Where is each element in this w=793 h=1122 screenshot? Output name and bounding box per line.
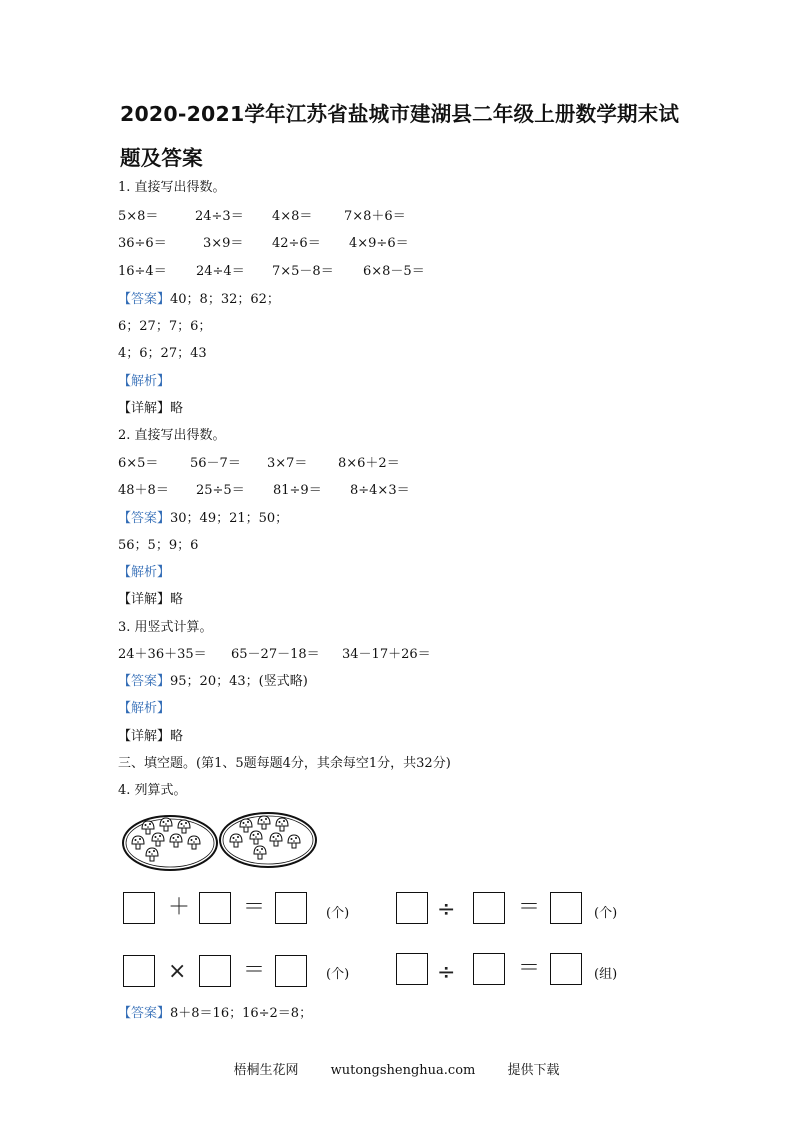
q3-expr: 34－17＋26＝ xyxy=(342,647,431,662)
q3-expr: 65－27－18＝ xyxy=(231,647,320,662)
mushroom-plates-illustration xyxy=(118,810,328,879)
q3-row-1 xyxy=(118,647,431,663)
answer-box[interactable] xyxy=(473,953,505,985)
q4-answer xyxy=(118,1006,312,1022)
answer-box[interactable] xyxy=(550,892,582,924)
q2-analysis-tag: 【解析】 xyxy=(118,565,171,580)
q1-expr: 16÷4＝ xyxy=(118,264,167,279)
divide-sign: ÷ xyxy=(437,960,456,985)
q1-row-2 xyxy=(118,236,409,252)
q1-expr: 36÷6＝ xyxy=(118,236,167,251)
detail-tag: 【详解】 xyxy=(118,729,171,744)
q2-expr: 3×7＝ xyxy=(267,456,308,471)
q3-detail xyxy=(118,729,183,745)
q3-analysis-tag: 【解析】 xyxy=(118,701,171,716)
detail-tag: 【详解】 xyxy=(118,401,171,416)
mushroom-plates-image xyxy=(118,810,328,875)
answer-tag: 【答案】 xyxy=(118,1006,171,1021)
q2-expr: 81÷9＝ xyxy=(273,483,322,498)
q2-answer-text: 30；49；21；50； xyxy=(170,511,289,526)
q1-expr: 5×8＝ xyxy=(118,209,159,224)
q2-expr: 6×5＝ xyxy=(118,456,159,471)
footer-site-name: 梧桐生花网 xyxy=(233,1063,299,1078)
answer-box[interactable] xyxy=(199,892,231,924)
q1-expr: 24÷3＝ xyxy=(195,209,244,224)
q1-answer-text: 40；8；32；62； xyxy=(170,292,280,307)
unit-label: (组) xyxy=(594,967,618,982)
detail-text: 略 xyxy=(170,401,184,416)
answer-box[interactable] xyxy=(275,955,307,987)
answer-box[interactable] xyxy=(550,953,582,985)
plus-sign: ＋ xyxy=(168,895,191,920)
section-3-heading: 三、填空题。(第1、5题每题4分，其余每空1分，共32分) xyxy=(118,756,451,771)
detail-text: 略 xyxy=(170,592,184,607)
answer-box[interactable] xyxy=(275,892,307,924)
q1-row-1 xyxy=(118,209,406,225)
times-sign: × xyxy=(168,959,187,984)
footer-suffix: 提供下载 xyxy=(507,1063,560,1078)
q1-detail xyxy=(118,401,183,417)
footer-url[interactable]: wutongshenghua.com xyxy=(330,1063,476,1078)
q2-answer xyxy=(118,511,288,527)
q2-row-1 xyxy=(118,456,400,472)
q1-answer-line-3: 4；6；27；43 xyxy=(118,346,207,361)
unit-label: (个) xyxy=(594,906,618,921)
q3-answer-text: 95；20；43；(竖式略) xyxy=(170,674,308,689)
unit-label: (个) xyxy=(326,967,350,982)
q1-expr: 24÷4＝ xyxy=(196,264,245,279)
q1-expr: 42÷6＝ xyxy=(272,236,321,251)
detail-tag: 【详解】 xyxy=(118,592,171,607)
equals-sign: ＝ xyxy=(518,895,541,920)
q2-expr: 8×6＋2＝ xyxy=(338,456,400,471)
q2-expr: 25÷5＝ xyxy=(196,483,245,498)
q2-heading: 2. 直接写出得数。 xyxy=(118,428,226,443)
answer-box[interactable] xyxy=(396,892,428,924)
equals-sign: ＝ xyxy=(243,895,266,920)
answer-tag: 【答案】 xyxy=(118,674,171,689)
q1-expr: 6×8－5＝ xyxy=(363,264,425,279)
divide-sign: ÷ xyxy=(437,897,456,922)
page-title-line-1: 2020-2021学年江苏省盐城市建湖县二年级上册数学期末试 xyxy=(120,102,680,126)
q4-answer-text: 8＋8＝16；16÷2＝8； xyxy=(170,1006,313,1021)
equals-sign: ＝ xyxy=(518,956,541,981)
q1-expr: 4×9÷6＝ xyxy=(349,236,409,251)
answer-box[interactable] xyxy=(123,892,155,924)
q2-expr: 8÷4×3＝ xyxy=(350,483,410,498)
unit-label: (个) xyxy=(326,906,350,921)
answer-box[interactable] xyxy=(199,955,231,987)
q3-heading: 3. 用竖式计算。 xyxy=(118,620,213,635)
q3-answer xyxy=(118,674,308,690)
q1-answer-line-2: 6；27；7；6； xyxy=(118,319,212,334)
page-title-line-2: 题及答案 xyxy=(120,146,203,170)
q4-heading: 4. 列算式。 xyxy=(118,783,187,798)
q1-expr: 4×8＝ xyxy=(272,209,313,224)
answer-tag: 【答案】 xyxy=(118,292,171,307)
equals-sign: ＝ xyxy=(243,958,266,983)
q2-expr: 48＋8＝ xyxy=(118,483,169,498)
answer-box[interactable] xyxy=(396,953,428,985)
q1-analysis-tag: 【解析】 xyxy=(118,374,171,389)
page-footer xyxy=(0,1059,793,1078)
q2-row-2 xyxy=(118,483,410,499)
q1-row-3 xyxy=(118,264,425,280)
q1-expr: 7×5－8＝ xyxy=(272,264,334,279)
q1-answer xyxy=(118,292,280,308)
q2-detail xyxy=(118,592,183,608)
q2-expr: 56－7＝ xyxy=(190,456,241,471)
detail-text: 略 xyxy=(170,729,184,744)
q3-expr: 24＋36＋35＝ xyxy=(118,647,207,662)
answer-box[interactable] xyxy=(123,955,155,987)
q1-expr: 3×9＝ xyxy=(203,236,244,251)
q1-heading: 1. 直接写出得数。 xyxy=(118,180,226,195)
answer-box[interactable] xyxy=(473,892,505,924)
answer-tag: 【答案】 xyxy=(118,511,171,526)
q2-answer-line-2: 56；5；9；6 xyxy=(118,538,199,553)
q1-expr: 7×8＋6＝ xyxy=(344,209,406,224)
